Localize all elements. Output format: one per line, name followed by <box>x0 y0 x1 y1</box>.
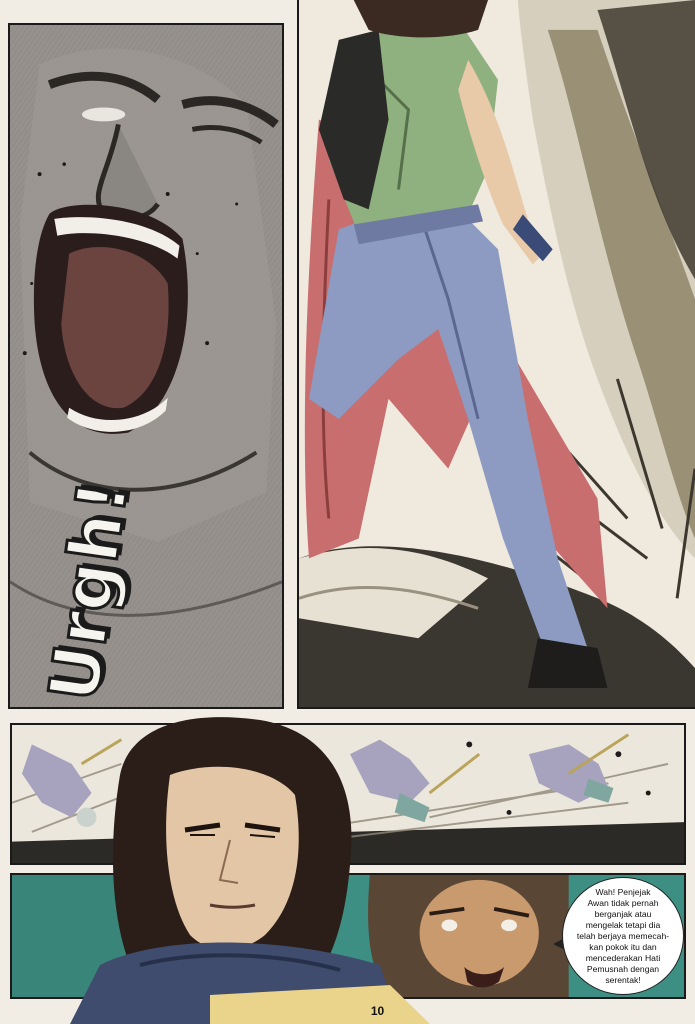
page-number: 10 <box>370 1004 385 1018</box>
speech-bubble-text: Wah! Penjejak Awan tidak pernah berganjak atau mengelak tetapi dia telah berjaya memecah- kan pokok itu dan mencederakan Hati Pemusnah dengan serentak! <box>576 886 670 985</box>
hero-close-up <box>60 715 430 1024</box>
panel-warrior-explosion <box>297 0 695 709</box>
warrior-explosion-illustration <box>299 0 695 707</box>
speech-bubble <box>562 877 684 995</box>
sound-effect-urgh: Urgh! <box>35 475 145 706</box>
